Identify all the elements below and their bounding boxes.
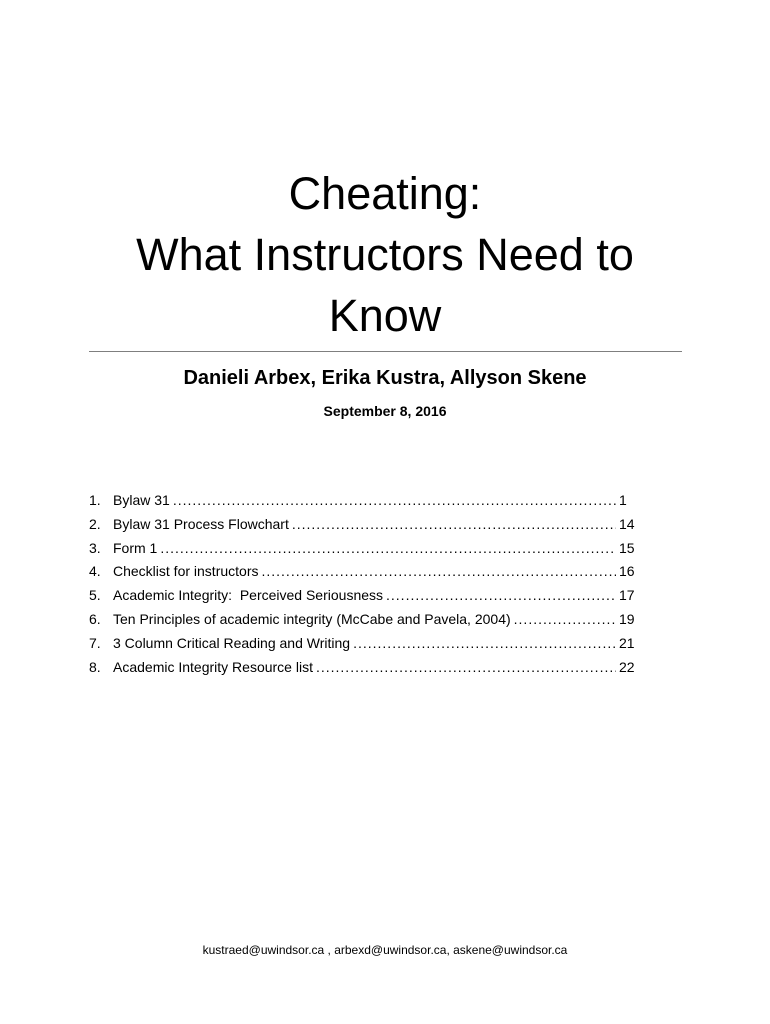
toc-title: Bylaw 31 Process Flowchart [113, 515, 289, 532]
title-line-1: Cheating: [288, 168, 482, 219]
toc-number: 8. [89, 658, 101, 675]
document-title [0, 163, 770, 346]
toc-title: Checklist for instructors [113, 563, 259, 580]
toc-page-number: 22 [619, 658, 635, 675]
toc-title: Form 1 [113, 539, 158, 556]
toc-page-number: 19 [619, 610, 635, 627]
toc-leader [316, 656, 616, 680]
contact-emails: kustraed@uwindsor.ca , arbexd@uwindsor.ca, askene@uwindsor.ca [202, 943, 568, 957]
toc-item[interactable] [89, 584, 635, 608]
toc-number: 6. [89, 610, 101, 627]
toc-leader [160, 537, 616, 561]
toc-page-number: 15 [619, 539, 635, 556]
toc-title: Bylaw 31 [113, 492, 170, 508]
toc-item[interactable] [89, 608, 635, 632]
toc-page-number: 16 [619, 563, 635, 580]
toc-leader [261, 560, 616, 584]
toc-leader [353, 632, 616, 656]
toc-page-number: 17 [619, 587, 635, 604]
toc-title: Academic Integrity: Perceived Seriousness [113, 587, 384, 604]
toc-item[interactable] [89, 560, 635, 584]
toc-item[interactable] [89, 632, 635, 656]
toc-title: Academic Integrity Resource list [113, 658, 313, 675]
toc-leader [386, 584, 616, 608]
toc-item[interactable] [89, 656, 635, 680]
toc-leader [514, 608, 616, 632]
toc-item[interactable] [89, 513, 635, 537]
date: September 8, 2016 [323, 403, 447, 419]
table-of-contents [89, 489, 635, 679]
toc-number: 5. [89, 587, 101, 604]
title-line-2: What Instructors Need to [136, 229, 634, 280]
toc-title: Ten Principles of academic integrity (McCabe and Pavela, 2004) [113, 610, 511, 627]
title-line-3: Know [328, 290, 442, 341]
toc-number: 3. [89, 539, 101, 556]
toc-page-number: 14 [619, 515, 635, 532]
toc-item[interactable] [89, 489, 635, 513]
title-divider [89, 351, 682, 352]
toc-leader [173, 489, 616, 513]
toc-page-number: 1 [619, 492, 627, 508]
toc-leader [292, 513, 616, 537]
toc-number: 1. [89, 492, 101, 508]
toc-item[interactable] [89, 537, 635, 561]
toc-number: 4. [89, 563, 101, 580]
toc-number: 2. [89, 515, 101, 532]
toc-number: 7. [89, 634, 101, 651]
toc-title: 3 Column Critical Reading and Writing [113, 634, 351, 651]
toc-page-number: 21 [619, 634, 635, 651]
authors: Danieli Arbex, Erika Kustra, Allyson Skene [183, 367, 587, 389]
